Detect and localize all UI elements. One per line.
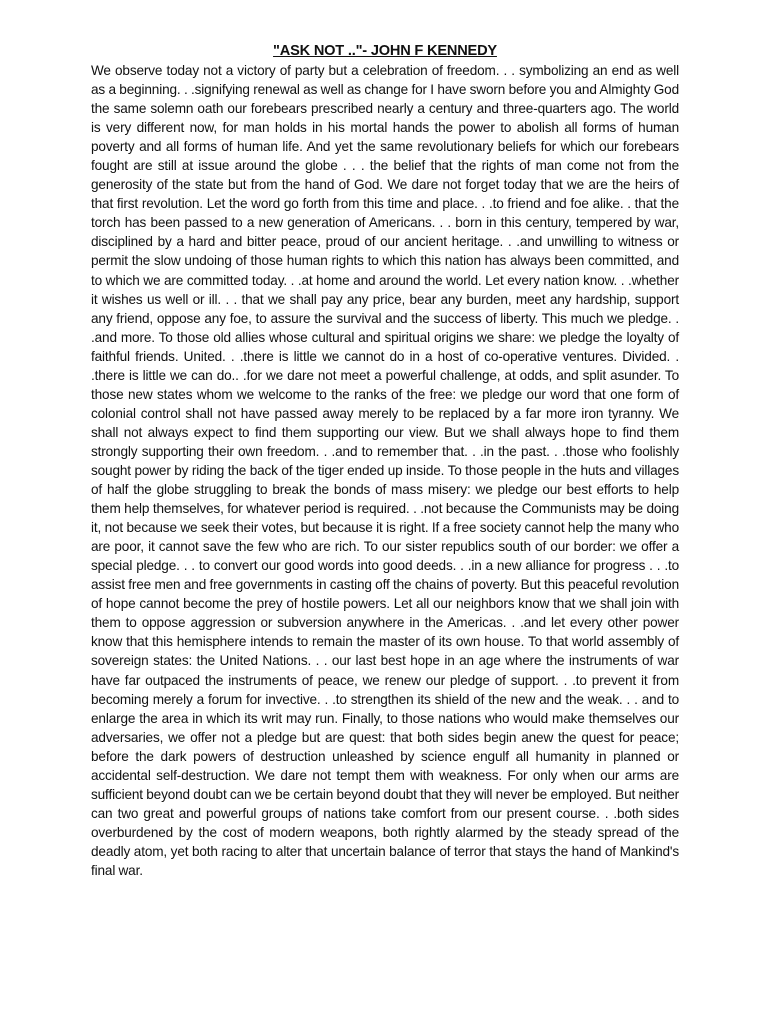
speech-text: We observe today not a victory of party but a celebration of freedom. . . symbolizing an end as well as a beginning. . .signifying renewal as well as change for I have sworn before you and Almighty God the same solemn oath our forebears prescribed nearly a century and three-quarters ago. The world is very different now, for man holds in his mortal hands the power to abolish all forms of human poverty and all forms of human life. And yet the same revolutionary beliefs for which our forebears fought are still at issue around the globe . . . the belief that the rights of man come not from the generosity of the state but from the hand of God. We dare not forget today that we are the heirs of that first revolution. Let the word go forth from this time and place. . .to friend and foe alike. . that the torch has been passed to a new generation of Americans. . . born in this century, tempered by war, disciplined by a hard and bitter peace, proud of our ancient heritage. . .and unwilling to witness or permit the slow undoing of those human rights to which this nation has always been committed, and to which we are committed today. . .at home and around the world. Let every nation know. . .whether it wishes us well or ill. . . that we shall pay any price, bear any burden, meet any hardship, support any friend, oppose any foe, to assure the survival and the success of liberty. This much we pledge. . .and more. To those old allies whose cultural and spiritual origins we share: we pledge the loyalty of faithful friends. United. . .there is little we cannot do in a host of co-operative ventures. Divided. . .there is little we can do.. .for we dare not meet a powerful challenge, at odds, and split asunder. To those new states whom we welcome to the ranks of the free: we pledge our word that one form of colonial control shall not have passed away merely to be replaced by a far more iron tyranny. We shall not always expect to find them supporting our view. But we shall always hope to find them strongly supporting their own freedom. . .and to remember that. . .in the past. . .those who foolishly sought power by riding the back of the tiger ended up inside. To those people in the huts and villages of half the globe struggling to break the bonds of mass misery: we pledge our best efforts to help them help themselves, for whatever period is required. . .not because the Communists may be doing it, not because we seek their votes, but because it is right. If a free society cannot help the many who are poor, it cannot save the few who are rich. To our sister republics south of our border: we offer a special pledge. . . to convert our good words into good deeds. . .in a new alliance for progress . . .to assist free men and free governments in casting off the chains of poverty. But this peaceful revolution of hope cannot become the prey of hostile powers. Let all our neighbors know that we shall join with them to oppose aggression or subversion anywhere in the Americas. . .and let every other power know that this hemisphere intends to remain the master of its own house. To that world assembly of sovereign states: the United Nations. . . our last best hope in an age where the instruments of war have far outpaced the instruments of peace, we renew our pledge of support. . .to prevent it from becoming merely a forum for invective. . .to strengthen its shield of the new and the weak. . . and to enlarge the area in which its writ may run. Finally, to those nations who would make themselves our adversaries, we offer not a pledge but are quest: that both sides begin anew the quest for peace; before the dark powers of destruction unleashed by science engulf all humanity in planned or accidental self-destruction. We dare not tempt them with weakness. For only when our arms are sufficient beyond doubt can we be certain beyond doubt that they will never be employed. But neither can two great and powerful groups of nations take comfort from our present course. . .both sides overburdened by the cost of modern weapons, both rightly alarmed by the steady spread of the deadly atom, yet both racing to alter that uncertain balance of terror that stays the hand of Mankind's final war. xyxy=(91,63,679,878)
document-title: "ASK NOT .."- JOHN F KENNEDY xyxy=(273,43,497,59)
document-page xyxy=(91,42,679,880)
